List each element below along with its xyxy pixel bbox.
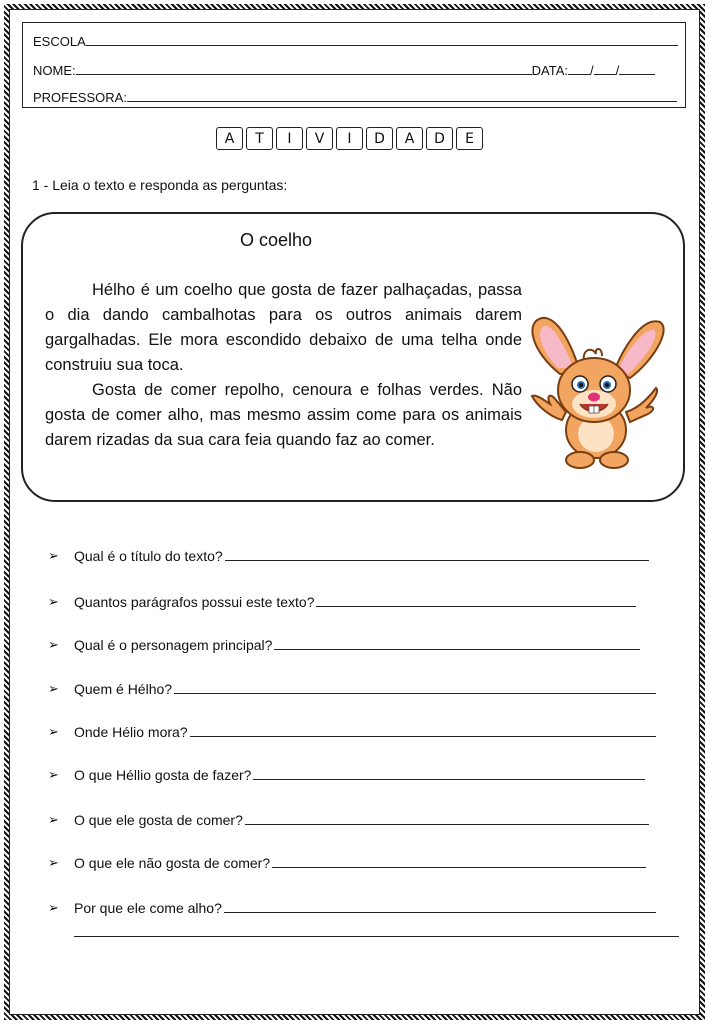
question-9 (48, 900, 656, 916)
nome-field[interactable] (76, 62, 532, 75)
bullet-arrow-icon: ➢ (48, 681, 59, 696)
question-4 (48, 681, 656, 697)
bullet-arrow-icon: ➢ (48, 724, 59, 739)
professora-label: PROFESSORA: (33, 90, 127, 105)
question-text: O que ele não gosta de comer? (74, 855, 271, 871)
data-separator-2: / (615, 63, 620, 78)
answer-line-extra[interactable] (74, 936, 679, 937)
instruction-text: 1 - Leia o texto e responda as perguntas: (32, 177, 288, 193)
bullet-arrow-icon: ➢ (48, 767, 59, 782)
question-2 (48, 594, 636, 610)
answer-line[interactable] (225, 559, 649, 561)
answer-line[interactable] (190, 735, 656, 737)
question-1 (48, 548, 649, 564)
question-text: O que Héllio gosta de fazer? (74, 767, 252, 783)
question-5 (48, 724, 656, 740)
nome-row (33, 62, 655, 78)
escola-label: ESCOLA (33, 34, 86, 49)
bullet-arrow-icon: ➢ (48, 548, 59, 563)
bullet-arrow-icon: ➢ (48, 594, 59, 609)
answer-line[interactable] (245, 823, 649, 825)
answer-line[interactable] (224, 911, 656, 913)
story-paragraph-1: Hélho é um coelho que gosta de fazer palhaçadas, passa o dia dando cambalhotas para os outros animais darem gargalhadas. Ele mora escondido debaixo de uma telha onde construiu sua toca. (45, 281, 522, 374)
question-text: Por que ele come alho? (74, 900, 222, 916)
data-separator-1: / (589, 63, 594, 78)
question-8 (48, 855, 646, 871)
data-month-field[interactable] (594, 62, 616, 75)
question-text: O que ele gosta de comer? (74, 812, 243, 828)
title-letter: D (426, 127, 453, 150)
bullet-arrow-icon: ➢ (48, 855, 59, 870)
escola-field[interactable] (86, 33, 678, 46)
data-day-field[interactable] (568, 62, 590, 75)
title-letter: V (306, 127, 333, 150)
data-label: DATA: (531, 63, 568, 78)
bullet-arrow-icon: ➢ (48, 637, 59, 652)
bullet-arrow-icon: ➢ (48, 812, 59, 827)
data-year-field[interactable] (619, 62, 655, 75)
answer-line[interactable] (174, 692, 656, 694)
story-paragraph-2: Gosta de comer repolho, cenoura e folhas verdes. Não gosta de comer alho, mas mesmo assim come para os animais darem rizadas da sua cara feia quando faz ao comer. (45, 381, 522, 449)
title-letter: A (396, 127, 423, 150)
header-box (22, 22, 686, 108)
bullet-arrow-icon: ➢ (48, 900, 59, 915)
question-text: Qual é o personagem principal? (74, 637, 273, 653)
professora-row (33, 89, 677, 105)
rabbit-illustration (522, 312, 672, 472)
atividade-title (216, 127, 483, 150)
question-3 (48, 637, 640, 653)
question-text: Quem é Hélho? (74, 681, 173, 697)
question-text: Onde Hélio mora? (74, 724, 188, 740)
answer-line[interactable] (274, 648, 640, 650)
question-7 (48, 812, 649, 828)
story-title: O coelho (240, 230, 313, 250)
answer-line[interactable] (253, 778, 645, 780)
professora-field[interactable] (127, 89, 677, 102)
answer-line[interactable] (272, 866, 646, 868)
title-letter: I (276, 127, 303, 150)
story-text (45, 278, 522, 453)
nome-label: NOME: (33, 63, 76, 78)
title-letter: A (216, 127, 243, 150)
answer-line[interactable] (316, 605, 636, 607)
title-letter: E (456, 127, 483, 150)
title-letter: T (246, 127, 273, 150)
title-letter: I (336, 127, 363, 150)
title-letter: D (366, 127, 393, 150)
escola-row (33, 33, 678, 49)
question-text: Quantos parágrafos possui este texto? (74, 594, 315, 610)
question-text: Qual é o título do texto? (74, 548, 223, 564)
question-6 (48, 767, 645, 783)
